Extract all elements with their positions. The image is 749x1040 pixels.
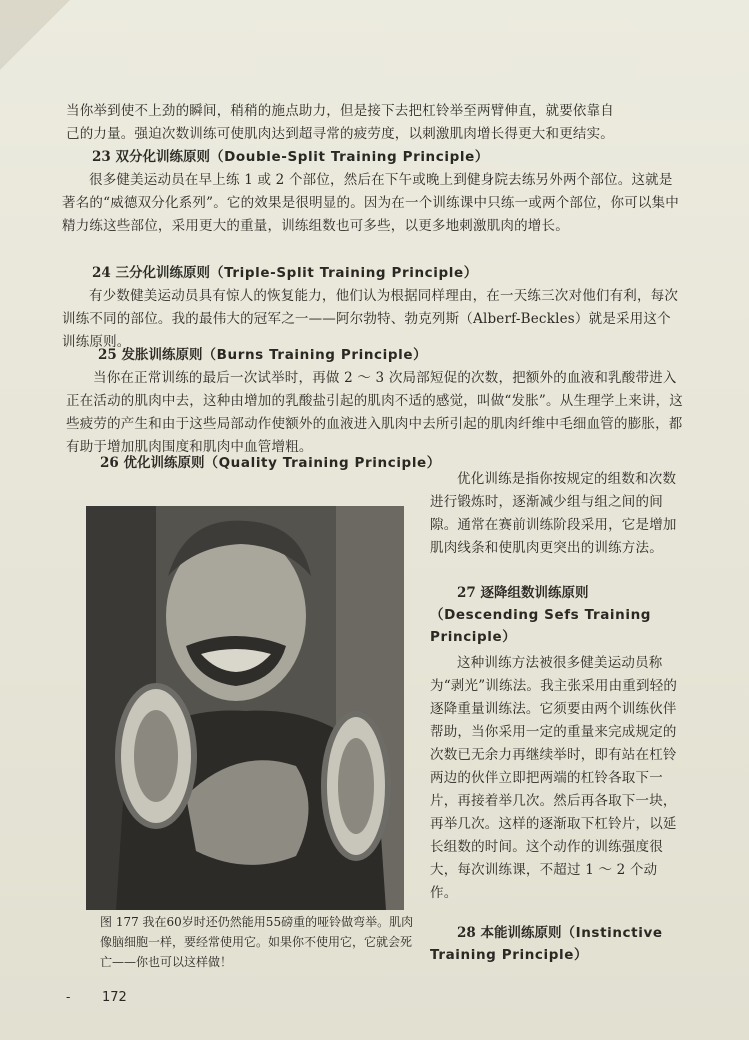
heading-27 [430, 582, 684, 648]
section-27-body: 这种训练方法被很多健美运动员称为“剥光”训练法。我主张采用由重到轻的逐降重量训练法。它须要由两个训练伙伴帮助，当你采用一定的重量来完成规定的次数已无余力再继续举时，即有站在杠铃两边的伙伴立即把两端的杠铃各取下一片，再接着举几次。然后再各取下一块，再举几次。这样的逐渐取下杠铃片，以延长组数的时间。这个动作的训练强度很大，每次训练课，不超过 1 ～ 2 个动作。 [430, 655, 678, 901]
heading-23 [92, 146, 692, 168]
heading-28-title-cn: 本能训练原则 [480, 925, 562, 941]
heading-27-number: 27 [457, 585, 476, 601]
heading-24-number: 24 [92, 265, 111, 281]
section-23-body: 很多健美运动员在早上练 1 或 2 个部位，然后在下午或晚上到健身院去练另外两个部位。这就是著名的“威德双分化系列”。它的效果是很明显的。因为在一个训练课中只练一或两个部位，你可以集中精力练这些部位，采用更大的重量，训练组数也可多些，以更多地刺激肌肉的增长。 [62, 172, 680, 234]
heading-25-number: 25 [98, 347, 117, 363]
section-26-body: 优化训练是指你按规定的组数和次数进行锻炼时，逐渐减少组与组之间的间隙。通常在赛前训练阶段采用，它是增加肌肉线条和使肌肉更突出的训练方法。 [430, 471, 677, 556]
heading-26-title-cn: 优化训练原则 [123, 455, 205, 471]
heading-27-title-cn: 逐降组数训练原则 [480, 585, 589, 601]
heading-24-title-cn: 三分化训练原则 [115, 265, 210, 281]
heading-23-number: 23 [92, 149, 111, 165]
heading-28-title-en: （Instinctive Training Principle） [430, 925, 663, 963]
intro-line-2: 己的力量。强迫次数训练可使肌肉达到超寻常的疲劳度，以刺激肌肉增长得更大和更结实。 [66, 126, 614, 142]
figure-177-caption: 图 177 我在60岁时还仍然能用55磅重的哑铃做弯举。肌肉像脑细胞一样，要经常使用它。如果你不使用它，它就会死亡——你也可以这样做！ [100, 915, 414, 969]
heading-27-title-en: （Descending Sefs Training Principle） [430, 607, 652, 645]
page-corner [0, 0, 70, 70]
section-25-body: 当你在正常训练的最后一次试举时，再做 2 ～ 3 次局部短促的次数，把额外的血液和乳酸带进入正在活动的肌肉中去，这种由增加的乳酸盐引起的肌肉不适的感觉，叫做“发胀”。从生理学上来讲，这些疲劳的产生和由于这些局部动作使额外的血液进入肌肉中去所引起的肌肉纤维中毛细血管的膨胀，都有助于增加肌肉围度和肌肉中血管增粗。 [66, 370, 684, 455]
bodybuilder-curl-illustration [86, 506, 404, 910]
heading-25-title-en: （Burns Training Principle） [202, 347, 428, 363]
page-dash: - [66, 990, 71, 1005]
section-24-body: 有少数健美运动员具有惊人的恢复能力，他们认为根据同样理由，在一天练三次对他们有利，每次训练不同的部位。我的最伟大的冠军之一——阿尔勃特、勃克列斯（Alberf-Beckles）就是采用这个训练原则。 [62, 288, 679, 350]
heading-23-title-cn: 双分化训练原则 [115, 149, 210, 165]
intro-line-1: 当你举到使不上劲的瞬间，稍稍的施点助力，但是接下去把杠铃举至两臂伸直，就要依靠自 [66, 103, 614, 119]
heading-23-title-en: （Double-Split Training Principle） [210, 149, 489, 165]
page-number: 172 [102, 990, 127, 1005]
heading-26-number: 26 [100, 455, 119, 471]
heading-24 [92, 262, 692, 284]
heading-25 [98, 344, 698, 366]
heading-28 [430, 922, 700, 966]
heading-25-title-cn: 发胀训练原则 [121, 347, 203, 363]
heading-26-title-en: （Quality Training Principle） [204, 455, 441, 471]
heading-28-number: 28 [457, 925, 476, 941]
heading-24-title-en: （Triple-Split Training Principle） [210, 265, 478, 281]
figure-177-photo [86, 506, 404, 910]
